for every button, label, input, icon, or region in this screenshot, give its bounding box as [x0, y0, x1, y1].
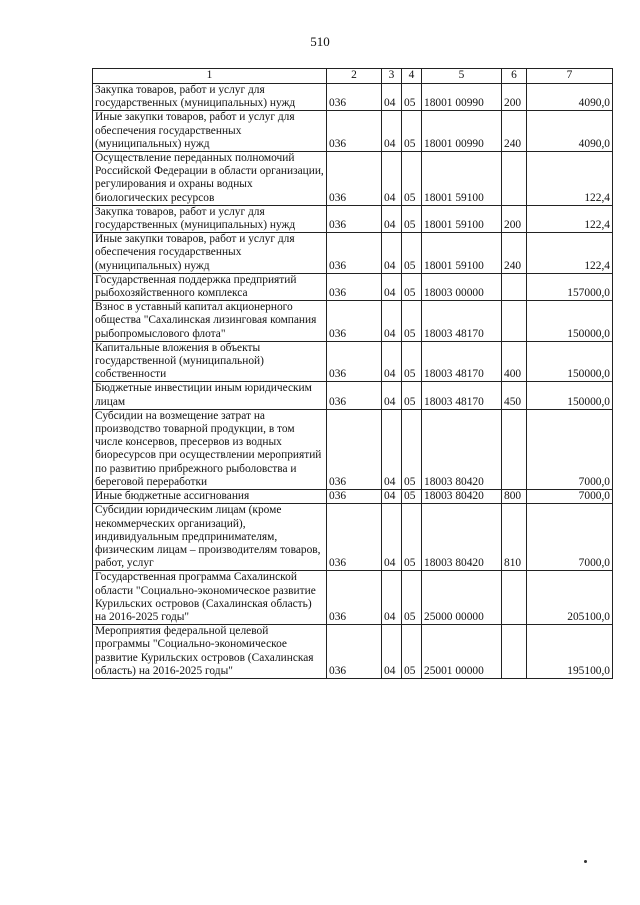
section-code: 04: [382, 205, 402, 232]
row-name: Субсидии юридическим лицам (кроме некоммерческих организаций), индивидуальным предпринимателям, физическим лицам – производителям товаров, работ, услуг: [93, 504, 327, 571]
table-row: [93, 273, 613, 300]
amount: 122,4: [527, 152, 613, 206]
expense-kind-code: 810: [502, 504, 527, 571]
row-name: Бюджетные инвестиции иным юридическим лицам: [93, 382, 327, 409]
expense-kind-code: 400: [502, 341, 527, 382]
row-name: Государственная поддержка предприятий рыбохозяйственного комплекса: [93, 273, 327, 300]
expense-kind-code: [502, 152, 527, 206]
table-row: [93, 504, 613, 571]
ministry-code: 036: [327, 301, 382, 342]
budget-table: [92, 68, 613, 679]
subsection-code: 05: [402, 409, 422, 489]
ministry-code: 036: [327, 490, 382, 504]
expense-kind-code: 200: [502, 84, 527, 111]
amount: 150000,0: [527, 341, 613, 382]
target-article-code: 18001 59100: [422, 233, 502, 274]
subsection-code: 05: [402, 625, 422, 679]
expense-kind-code: [502, 625, 527, 679]
ministry-code: 036: [327, 504, 382, 571]
row-name: Взнос в уставный капитал акционерного общества "Сахалинская лизинговая компания рыбопромыслового флота": [93, 301, 327, 342]
section-code: 04: [382, 233, 402, 274]
table-row: [93, 341, 613, 382]
target-article-code: 18003 48170: [422, 341, 502, 382]
table-row: [93, 490, 613, 504]
row-name: Осуществление переданных полномочий Российской Федерации в области организации, регулирования и охраны водных биологических ресурсов: [93, 152, 327, 206]
row-name: Субсидии на возмещение затрат на производство товарной продукции, в том числе консервов, пресервов из водных биоресурсов при осуществлении мероприятий по развитию прибрежного рыболовства и береговой переработки: [93, 409, 327, 489]
subsection-code: 05: [402, 233, 422, 274]
table-body: [93, 84, 613, 679]
row-name: Иные закупки товаров, работ и услуг для обеспечения государственных (муниципальных) нужд: [93, 111, 327, 152]
target-article-code: 18003 48170: [422, 301, 502, 342]
section-code: 04: [382, 152, 402, 206]
expense-kind-code: [502, 273, 527, 300]
expense-kind-code: [502, 301, 527, 342]
header-col-5: 5: [422, 69, 502, 84]
table-row: [93, 205, 613, 232]
expense-kind-code: [502, 571, 527, 625]
target-article-code: 18001 59100: [422, 152, 502, 206]
expense-kind-code: 240: [502, 233, 527, 274]
amount: 122,4: [527, 205, 613, 232]
row-name: Иные бюджетные ассигнования: [93, 490, 327, 504]
section-code: 04: [382, 504, 402, 571]
subsection-code: 05: [402, 341, 422, 382]
ministry-code: 036: [327, 625, 382, 679]
table-row: [93, 409, 613, 489]
subsection-code: 05: [402, 84, 422, 111]
ministry-code: 036: [327, 205, 382, 232]
subsection-code: 05: [402, 205, 422, 232]
amount: 7000,0: [527, 490, 613, 504]
section-code: 04: [382, 273, 402, 300]
section-code: 04: [382, 301, 402, 342]
section-code: 04: [382, 84, 402, 111]
ministry-code: 036: [327, 84, 382, 111]
amount: 150000,0: [527, 382, 613, 409]
subsection-code: 05: [402, 382, 422, 409]
target-article-code: 18003 48170: [422, 382, 502, 409]
target-article-code: 18003 80420: [422, 409, 502, 489]
table-row: [93, 111, 613, 152]
subsection-code: 05: [402, 490, 422, 504]
scan-speck: [584, 860, 587, 863]
page-number: 510: [310, 34, 330, 49]
amount: 157000,0: [527, 273, 613, 300]
amount: 205100,0: [527, 571, 613, 625]
row-name: Мероприятия федеральной целевой программы "Социально-экономическое развитие Курильских островов (Сахалинская область) на 2016-2025 годы": [93, 625, 327, 679]
expense-kind-code: [502, 409, 527, 489]
header-col-3: 3: [382, 69, 402, 84]
section-code: 04: [382, 490, 402, 504]
row-name: Иные закупки товаров, работ и услуг для обеспечения государственных (муниципальных) нужд: [93, 233, 327, 274]
amount: 122,4: [527, 233, 613, 274]
subsection-code: 05: [402, 152, 422, 206]
header-col-4: 4: [402, 69, 422, 84]
ministry-code: 036: [327, 382, 382, 409]
target-article-code: 18003 00000: [422, 273, 502, 300]
subsection-code: 05: [402, 571, 422, 625]
expense-kind-code: 240: [502, 111, 527, 152]
section-code: 04: [382, 341, 402, 382]
row-name: Закупка товаров, работ и услуг для государственных (муниципальных) нужд: [93, 84, 327, 111]
section-code: 04: [382, 382, 402, 409]
ministry-code: 036: [327, 111, 382, 152]
section-code: 04: [382, 571, 402, 625]
table-row: [93, 233, 613, 274]
section-code: 04: [382, 409, 402, 489]
amount: 195100,0: [527, 625, 613, 679]
ministry-code: 036: [327, 571, 382, 625]
expense-kind-code: 800: [502, 490, 527, 504]
ministry-code: 036: [327, 273, 382, 300]
target-article-code: 18003 80420: [422, 490, 502, 504]
subsection-code: 05: [402, 504, 422, 571]
target-article-code: 18003 80420: [422, 504, 502, 571]
target-article-code: 18001 00990: [422, 111, 502, 152]
ministry-code: 036: [327, 409, 382, 489]
table-row: [93, 625, 613, 679]
table-row: [93, 571, 613, 625]
header-col-7: 7: [527, 69, 613, 84]
header-col-6: 6: [502, 69, 527, 84]
row-name: Капитальные вложения в объекты государственной (муниципальной) собственности: [93, 341, 327, 382]
table-row: [93, 301, 613, 342]
header-col-1: 1: [93, 69, 327, 84]
amount: 4090,0: [527, 111, 613, 152]
row-name: Государственная программа Сахалинской области "Социально-экономическое развитие Курильских островов (Сахалинская область) на 2016-2025 годы": [93, 571, 327, 625]
row-name: Закупка товаров, работ и услуг для государственных (муниципальных) нужд: [93, 205, 327, 232]
amount: 7000,0: [527, 409, 613, 489]
header-col-2: 2: [327, 69, 382, 84]
target-article-code: 18001 00990: [422, 84, 502, 111]
target-article-code: 18001 59100: [422, 205, 502, 232]
subsection-code: 05: [402, 301, 422, 342]
table-row: [93, 152, 613, 206]
target-article-code: 25001 00000: [422, 625, 502, 679]
target-article-code: 25000 00000: [422, 571, 502, 625]
section-code: 04: [382, 111, 402, 152]
ministry-code: 036: [327, 341, 382, 382]
amount: 150000,0: [527, 301, 613, 342]
ministry-code: 036: [327, 152, 382, 206]
amount: 7000,0: [527, 504, 613, 571]
section-code: 04: [382, 625, 402, 679]
ministry-code: 036: [327, 233, 382, 274]
subsection-code: 05: [402, 111, 422, 152]
subsection-code: 05: [402, 273, 422, 300]
table-row: [93, 382, 613, 409]
table-header-row: [93, 69, 613, 84]
amount: 4090,0: [527, 84, 613, 111]
table-row: [93, 84, 613, 111]
expense-kind-code: 450: [502, 382, 527, 409]
expense-kind-code: 200: [502, 205, 527, 232]
